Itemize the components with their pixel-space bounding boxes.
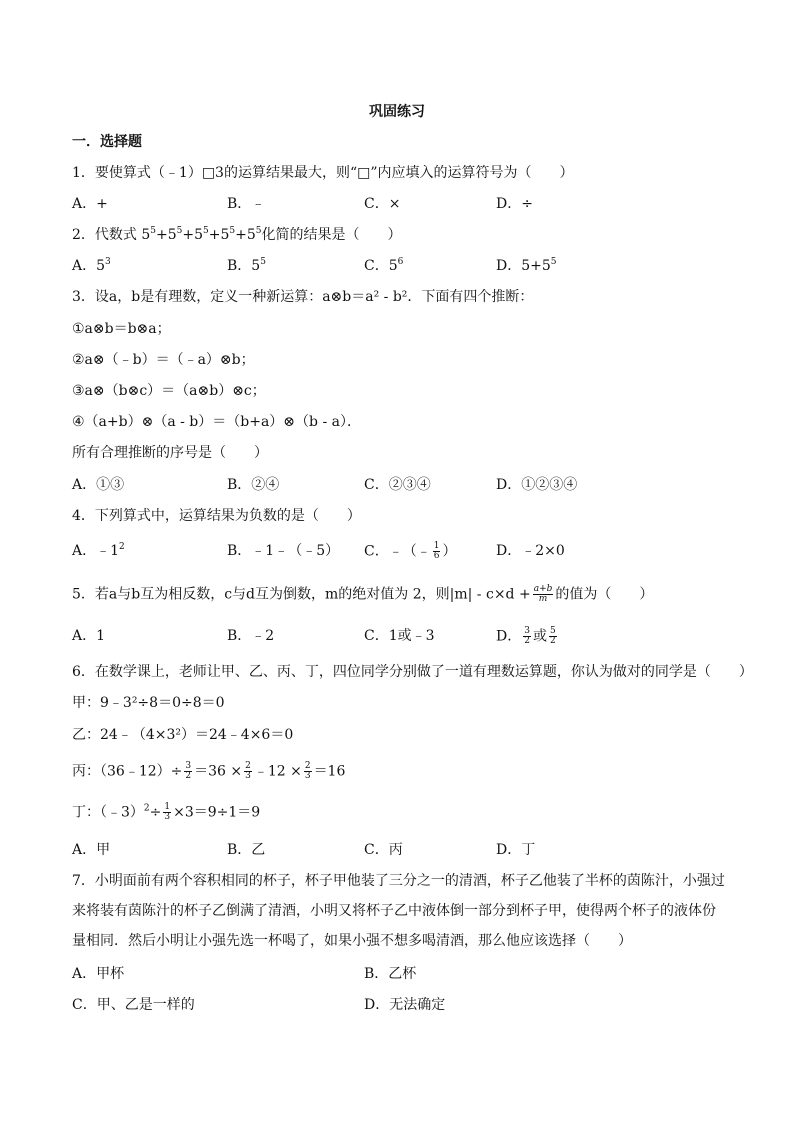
q4-option-a[interactable] [72,542,125,560]
q3-option-b[interactable]: B．②④ [227,477,280,493]
q5-option-d[interactable] [496,627,559,646]
q4-c-pre: C．﹣（﹣ [364,543,431,560]
fraction-denominator: 6 [433,551,440,561]
q5-option-a[interactable]: A．1 [72,628,106,644]
q4-stem: 4．下列算式中，运算结果为负数的是（ ） [72,508,361,524]
q2-b-exp: 5 [260,257,266,267]
fraction-numerator: 2 [304,761,311,771]
q2-option-b[interactable] [227,257,266,275]
q6-option-c[interactable]: C．丙 [364,842,403,858]
q3-inference-3: ③a⊗（b⊗c）＝（a⊗b）⊗c； [72,383,266,399]
q5-d-fraction-2 [549,627,557,646]
q6-ding-mid: ÷ [149,804,162,821]
q3-inference-4: ④（a+b）⊗（a - b）＝（b+a）⊗（b - a）． [72,414,361,430]
q1-stem: 1．要使算式（﹣1）□3的运算结果最大，则“□”内应填入的运算符号为（ ） [72,165,574,181]
q5-d-or: 或 [532,628,547,645]
fraction-denominator: 2 [185,771,192,781]
q6-bing-pre: 丙：（36﹣12）÷ [72,763,183,780]
q2-c-exp: 6 [397,257,404,267]
q5-option-c[interactable]: C．1或﹣3 [364,628,435,644]
q5-d-pre: D． [496,628,522,645]
page-title: 巩固练习 [369,104,425,120]
fraction-denominator: 2 [549,636,556,646]
fraction-denominator: 3 [164,812,171,822]
q4-a-base: A．﹣1 [72,543,120,559]
q7-stem: 7．小明面前有两个容积相同的杯子，杯子甲他装了三分之一的清酒，杯子乙他装了半杯的茵陈汁，小强过来将装有茵陈汁的杯子乙倒满了清酒，小明又将杯子乙中液体倒一部分到杯子甲，使得两个杯子的液体份量相同．然后小明让小强先选一杯喝了，如果小强不想多喝清酒，那么他应该选择（ ） [72,873,725,949]
fraction-denominator: 2 [524,636,530,646]
q2-option-a[interactable] [72,257,111,275]
fraction-denominator: 3 [245,771,251,781]
q5-stem-pre: 5．若a与b互为相反数，c与d互为倒数，m的绝对值为 2，则|m| - c×d + [72,586,531,603]
q4-option-c[interactable] [364,542,456,561]
q2-stem-term: +5 [156,227,177,243]
q6-option-a[interactable]: A．甲 [72,842,111,858]
q2-stem [72,226,402,244]
q6-ding-pre: 丁：（﹣3） [72,804,144,821]
q2-d-base: D．5+5 [496,258,551,274]
q2-c-base: C．5 [364,258,398,274]
q2-stem-term: +5 [182,227,204,243]
q3-question: 所有合理推断的序号是（ ） [72,445,268,461]
q5-stem-post: 的值为（ ） [555,586,654,603]
q6-bing-fraction-1 [184,762,192,781]
q2-a-base: A．5 [72,258,106,274]
q1-option-b[interactable]: B．﹣ [227,196,266,212]
q3-option-d[interactable]: D．①②③④ [496,477,578,493]
q2-stem-term: +5 [235,227,256,243]
q6-option-b[interactable]: B．乙 [227,842,266,858]
q6-ding-post: ×3＝9÷1＝9 [173,804,261,821]
q2-exp: 5 [229,226,236,236]
q7-option-a[interactable]: A．甲杯 [72,966,125,982]
q6-ding-fraction [163,803,171,822]
q3-stem: 3．设a，b是有理数，定义一种新运算：a⊗b＝a² - b²．下面有四个推断： [72,289,534,305]
q3-option-a[interactable]: A．①③ [72,477,125,493]
q2-d-exp: 5 [550,257,557,267]
q6-bing-fraction-2 [244,762,252,781]
q2-exp: 5 [150,226,156,236]
fraction-numerator: 1 [433,541,440,551]
q5-stem [72,585,653,604]
fraction-numerator: 5 [549,626,556,636]
q6-ding-exp: 2 [143,803,150,814]
q2-stem-tail: 化简的结果是（ ） [261,227,402,243]
q7-option-d[interactable]: D．无法确定 [364,997,446,1013]
q1-option-a[interactable]: A．+ [72,196,108,212]
q6-bing-mid1: ＝36 × [194,763,243,780]
q3-inference-1: ①a⊗b＝b⊗a； [72,321,171,337]
q2-option-d[interactable] [496,257,557,275]
q6-bing-post: ＝16 [313,763,346,780]
q2-exp: 5 [203,226,209,236]
q2-exp: 5 [176,226,183,236]
q4-option-d[interactable]: D．﹣2×0 [496,543,565,559]
q2-b-base: B．5 [227,258,261,274]
q4-option-b[interactable]: B．﹣1﹣（﹣5） [227,543,340,559]
q1-option-d[interactable]: D．÷ [496,196,533,212]
q6-stem: 6．在数学课上，老师让甲、乙、丙、丁，四位同学分别做了一道有理数运算题，你认为做对的同学是（ ） [72,664,753,680]
q7-option-c[interactable]: C．甲、乙是一样的 [72,997,195,1013]
q6-bing-fraction-3 [304,762,312,781]
q6-option-d[interactable]: D．丁 [496,842,536,858]
q2-exp: 5 [255,226,262,236]
q5-d-fraction-1 [523,627,531,646]
fraction-numerator: 2 [245,761,251,771]
q7-option-b[interactable]: B．乙杯 [364,966,417,982]
q3-inference-2: ②a⊗（﹣b）＝（﹣a）⊗b； [72,352,255,368]
q5-fraction [533,585,554,604]
q4-c-post: ） [442,543,457,560]
q2-option-c[interactable] [364,257,403,275]
fraction-numerator: a+b [533,584,553,594]
q6-student-bing [72,762,345,781]
q5-option-b[interactable]: B．﹣2 [227,628,275,644]
q2-a-exp: 3 [105,257,111,267]
fraction-numerator: 1 [164,802,171,812]
q4-a-exp: 2 [119,542,125,552]
q6-bing-mid2: ﹣12 × [253,763,302,780]
q6-student-jia: 甲：9﹣3²÷8＝0÷8＝0 [72,695,225,711]
q4-c-fraction [433,542,441,561]
fraction-numerator: 3 [524,626,530,636]
section-heading: 一．选择题 [72,134,142,150]
q6-student-yi: 乙：24﹣（4×3²）＝24﹣4×6＝0 [72,727,294,743]
q2-stem-term: +5 [208,227,230,243]
fraction-numerator: 3 [185,761,192,771]
fraction-denominator: 3 [304,771,311,781]
q1-option-c[interactable]: C．× [364,196,401,212]
q3-option-c[interactable]: C．②③④ [364,477,431,493]
q2-stem-pre: 2．代数式 5 [72,227,151,243]
fraction-denominator: m [538,594,548,604]
q6-student-ding [72,803,260,822]
